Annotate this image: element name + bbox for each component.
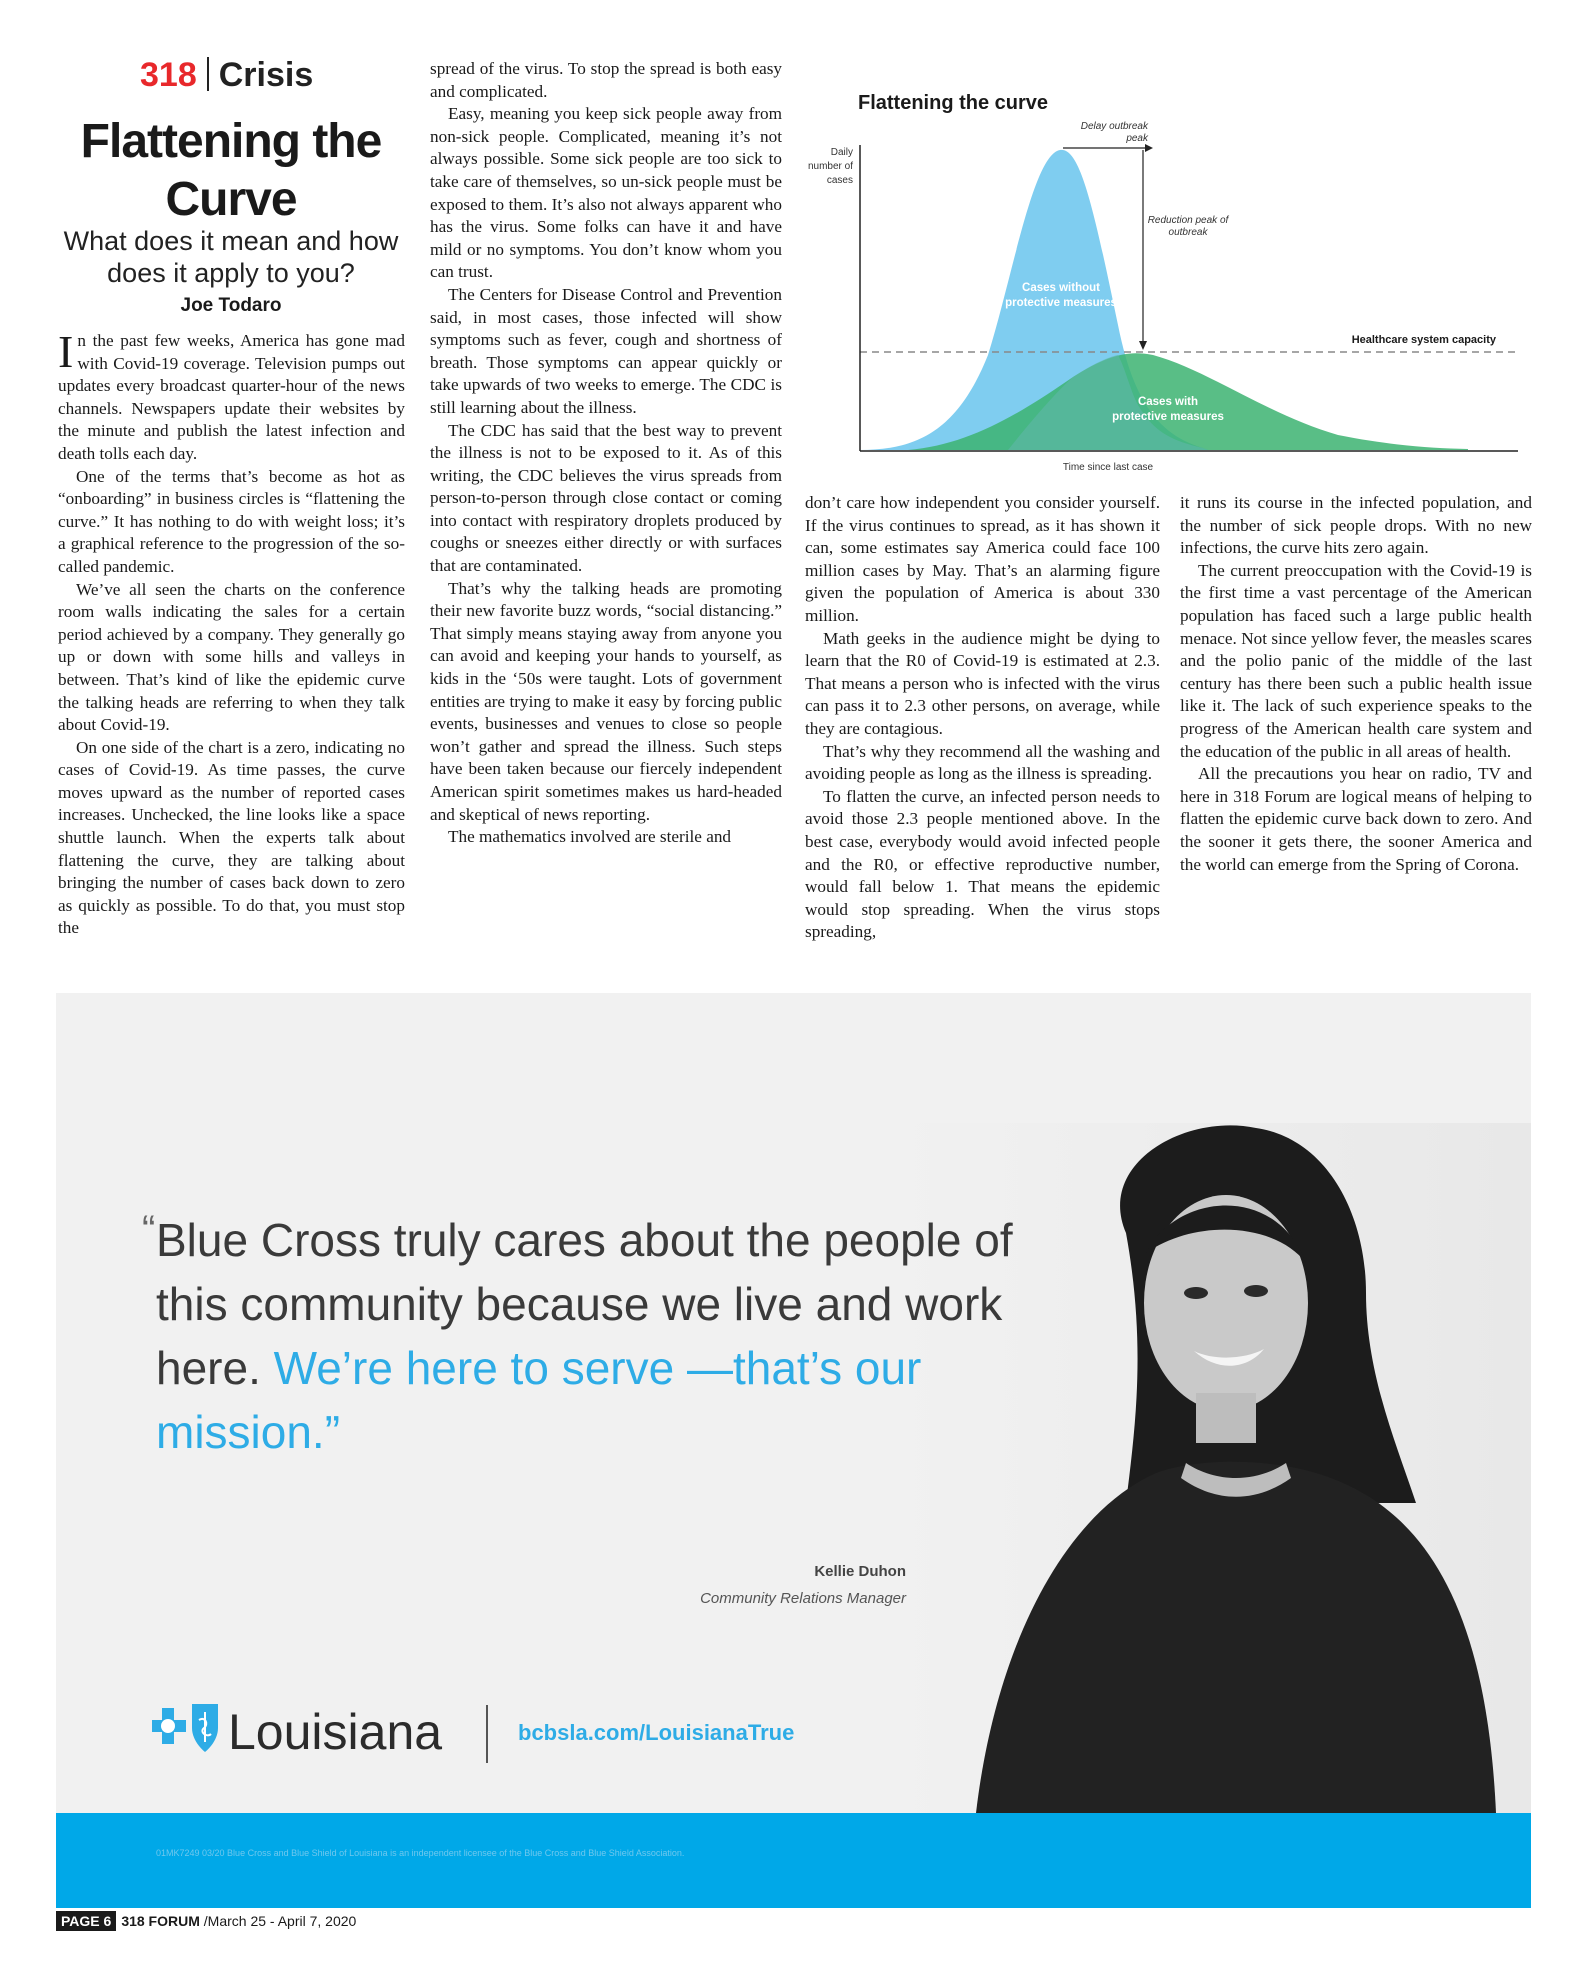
article-byline: Joe Todaro bbox=[180, 295, 282, 316]
close-quote-mark: ” bbox=[324, 1406, 341, 1458]
series-without-label: Cases without protective measures bbox=[1005, 282, 1117, 309]
section-tag bbox=[140, 55, 313, 95]
paragraph: To flatten the curve, an infected person needs to avoid those 2.3 people mentioned above. In the best case, everybody would avoid infected people and the R0, or effective reproductive number, would fall below 1. That means the epidemic would stop spreading. When the virus stops spreading, bbox=[805, 786, 1160, 942]
paragraph: All the precautions you hear on radio, TV and here in 318 Forum are logical means of helping to flatten the epidemic curve back down to zero. And the sooner it gets there, the sooner America and the world can emerge from the Spring of Corona. bbox=[1180, 764, 1532, 874]
issue-date: /March 25 - April 7, 2020 bbox=[203, 1913, 357, 1929]
paragraph: The mathematics involved are sterile and bbox=[448, 827, 732, 847]
article-headline: Flattening the Curve bbox=[80, 115, 382, 226]
y-axis-label: Daily number of cases bbox=[808, 147, 853, 186]
blue-shield-icon bbox=[192, 1704, 218, 1752]
paragraph: Math geeks in the audience might be dying to learn that the R0 of Covid-19 is estimated at 2.3. That means a person who is infected with the virus can pass it to 2.3 other persons, on average, while they are contagious. bbox=[805, 628, 1160, 738]
blue-cross-icon bbox=[152, 1708, 186, 1744]
flattening-curve-chart bbox=[808, 85, 1528, 480]
article-column-3 bbox=[805, 492, 1160, 944]
open-quote-mark: “ bbox=[142, 1208, 156, 1252]
paragraph: The CDC has said that the best way to prevent the illness is not to be exposed to it. As of this writing, the CDC believes the virus spreads from person-to-person through close contact or coming into contact with respiratory droplets produced by coughs or sneezes either directly or with surfaces that are contaminated. bbox=[430, 420, 782, 576]
article-column-2 bbox=[430, 58, 782, 849]
article-column-1 bbox=[58, 326, 405, 940]
brand-divider bbox=[486, 1705, 488, 1763]
capacity-label: Healthcare system capacity bbox=[1351, 334, 1496, 346]
paragraph: The Centers for Disease Control and Prevention said, in most cases, those infected will show symptoms such as fever, cough and shortness of breath. Those symptoms can appear quickly or take upwards of two weeks to emerge. The CDC is still learning about the illness. bbox=[430, 284, 782, 417]
ad-url-link[interactable]: bcbsla.com/LouisianaTrue bbox=[518, 1720, 795, 1745]
ad-bottom-stripe bbox=[56, 1813, 1531, 1908]
article-dek: What does it mean and how does it apply to you? bbox=[63, 226, 399, 288]
section-number: 318 bbox=[140, 56, 197, 94]
quote-text: Blue Cross truly cares about the people of this community because we live and work here. bbox=[156, 1214, 1013, 1394]
publication-name: 318 FORUM bbox=[121, 1913, 200, 1929]
chart-title: Flattening the curve bbox=[858, 92, 1049, 114]
paragraph: On one side of the chart is a zero, indicating no cases of Covid-19. As time passes, the curve moves upward as the number of reported cases increases. Unchecked, the line looks like a space shuttle launch. When the experts talk about flattening the curve, they are talking about bringing the number of cases back down to zero as quickly as possible. To do that, you must stop the bbox=[58, 737, 405, 938]
section-divider bbox=[207, 57, 209, 91]
delay-arrowhead bbox=[1145, 144, 1153, 152]
page-footer bbox=[56, 1909, 356, 1933]
reduction-annotation: Reduction peak of outbreak bbox=[1147, 215, 1229, 238]
brand-name: Louisiana bbox=[228, 1704, 443, 1760]
paragraph: The current preoccupation with the Covid-19 is the first time a vast percentage of the American population has faced such a large public health menace. Not since yellow fever, the measles scares and the polio panic of the middle of the last century has there been such a public health issue like it. The lack of such experience speaks to the progress of the American health care system and the education of the public in all areas of health. bbox=[1180, 560, 1532, 761]
delay-annotation: Delay outbreak peak bbox=[1080, 121, 1148, 144]
person-title: Community Relations Manager bbox=[700, 1590, 906, 1607]
paragraph: One of the terms that’s become as hot as “onboarding” in business circles is “flattening the curve.” It has nothing to do with weight loss; it’s a graphical reference to the progression of the so-called pandemic. bbox=[58, 466, 405, 576]
paragraph: That’s why the talking heads are promoting their new favorite buzz words, “social distancing.” That simply means staying away from anyone you can avoid and keeping your hands to yourself, as kids in the ‘50s were taught. Lots of government entities are trying to make it easy by forcing public events, businesses and venues to close so people won’t gather and spread the illness. Such steps have been taken because our fiercely independent American spirit sometimes makes us hard-headed and skeptical of news reporting. bbox=[430, 578, 782, 824]
section-name: Crisis bbox=[218, 56, 314, 94]
paragraph: That’s why they recommend all the washing and avoiding people as long as the illness is spreading. bbox=[805, 741, 1160, 784]
article-column-4 bbox=[1180, 492, 1532, 876]
paragraph: Easy, meaning you keep sick people away from non-sick people. Complicated, meaning it’s not always possible. Some sick people are too sick to take care of themselves, so un-sick people must be exposed to them. It’s also not always apparent who has the virus. Some folks can have it and have mild or no symptoms. You don’t know whom you can trust. bbox=[430, 104, 782, 282]
testimonial-quote bbox=[142, 1208, 1056, 1464]
series-with-label: Cases with protective measures bbox=[1112, 396, 1224, 423]
ad-fine-print: 01MK7249 03/20 Blue Cross and Blue Shield of Louisiana is an independent licensee of the Blue Cross and Blue Shield Association. bbox=[156, 1848, 685, 1858]
page-number: PAGE 6 bbox=[56, 1911, 116, 1931]
paragraph: In the past few weeks, America has gone mad with Covid-19 coverage. Television pumps out updates every broadcast quarter-hour of the news channels. Newspapers update their websites by the minute and publish the latest infection and death tolls each day. bbox=[58, 326, 405, 463]
paragraph: it runs its course in the infected population, and the number of sick people drops. With no new infections, the curve hits zero again. bbox=[1180, 493, 1532, 558]
blue-cross-advertisement bbox=[56, 993, 1531, 1908]
reduction-arrowhead bbox=[1139, 341, 1147, 350]
paragraph: don’t care how independent you consider yourself. If the virus continues to spread, as it has shown it can, some estimates say America could face 100 million cases by May. That’s an alarming figure given the population of America is about 330 million. bbox=[805, 493, 1160, 625]
quote-highlight: We’re here to serve —that’s our mission. bbox=[156, 1342, 922, 1458]
person-name: Kellie Duhon bbox=[814, 1563, 906, 1580]
drop-cap: I bbox=[58, 326, 74, 377]
paragraph: We’ve all seen the charts on the conference room walls indicating the sales for a certain period achieved by a company. They generally go up or down with some hills and valleys in between. That’s kind of like the epidemic curve the talking heads are referring to when they talk about Covid-19. bbox=[58, 579, 405, 735]
bcbs-logo bbox=[152, 1698, 222, 1758]
paragraph: spread of the virus. To stop the spread is both easy and complicated. bbox=[430, 59, 782, 101]
x-axis-label: Time since last case bbox=[1062, 462, 1154, 473]
